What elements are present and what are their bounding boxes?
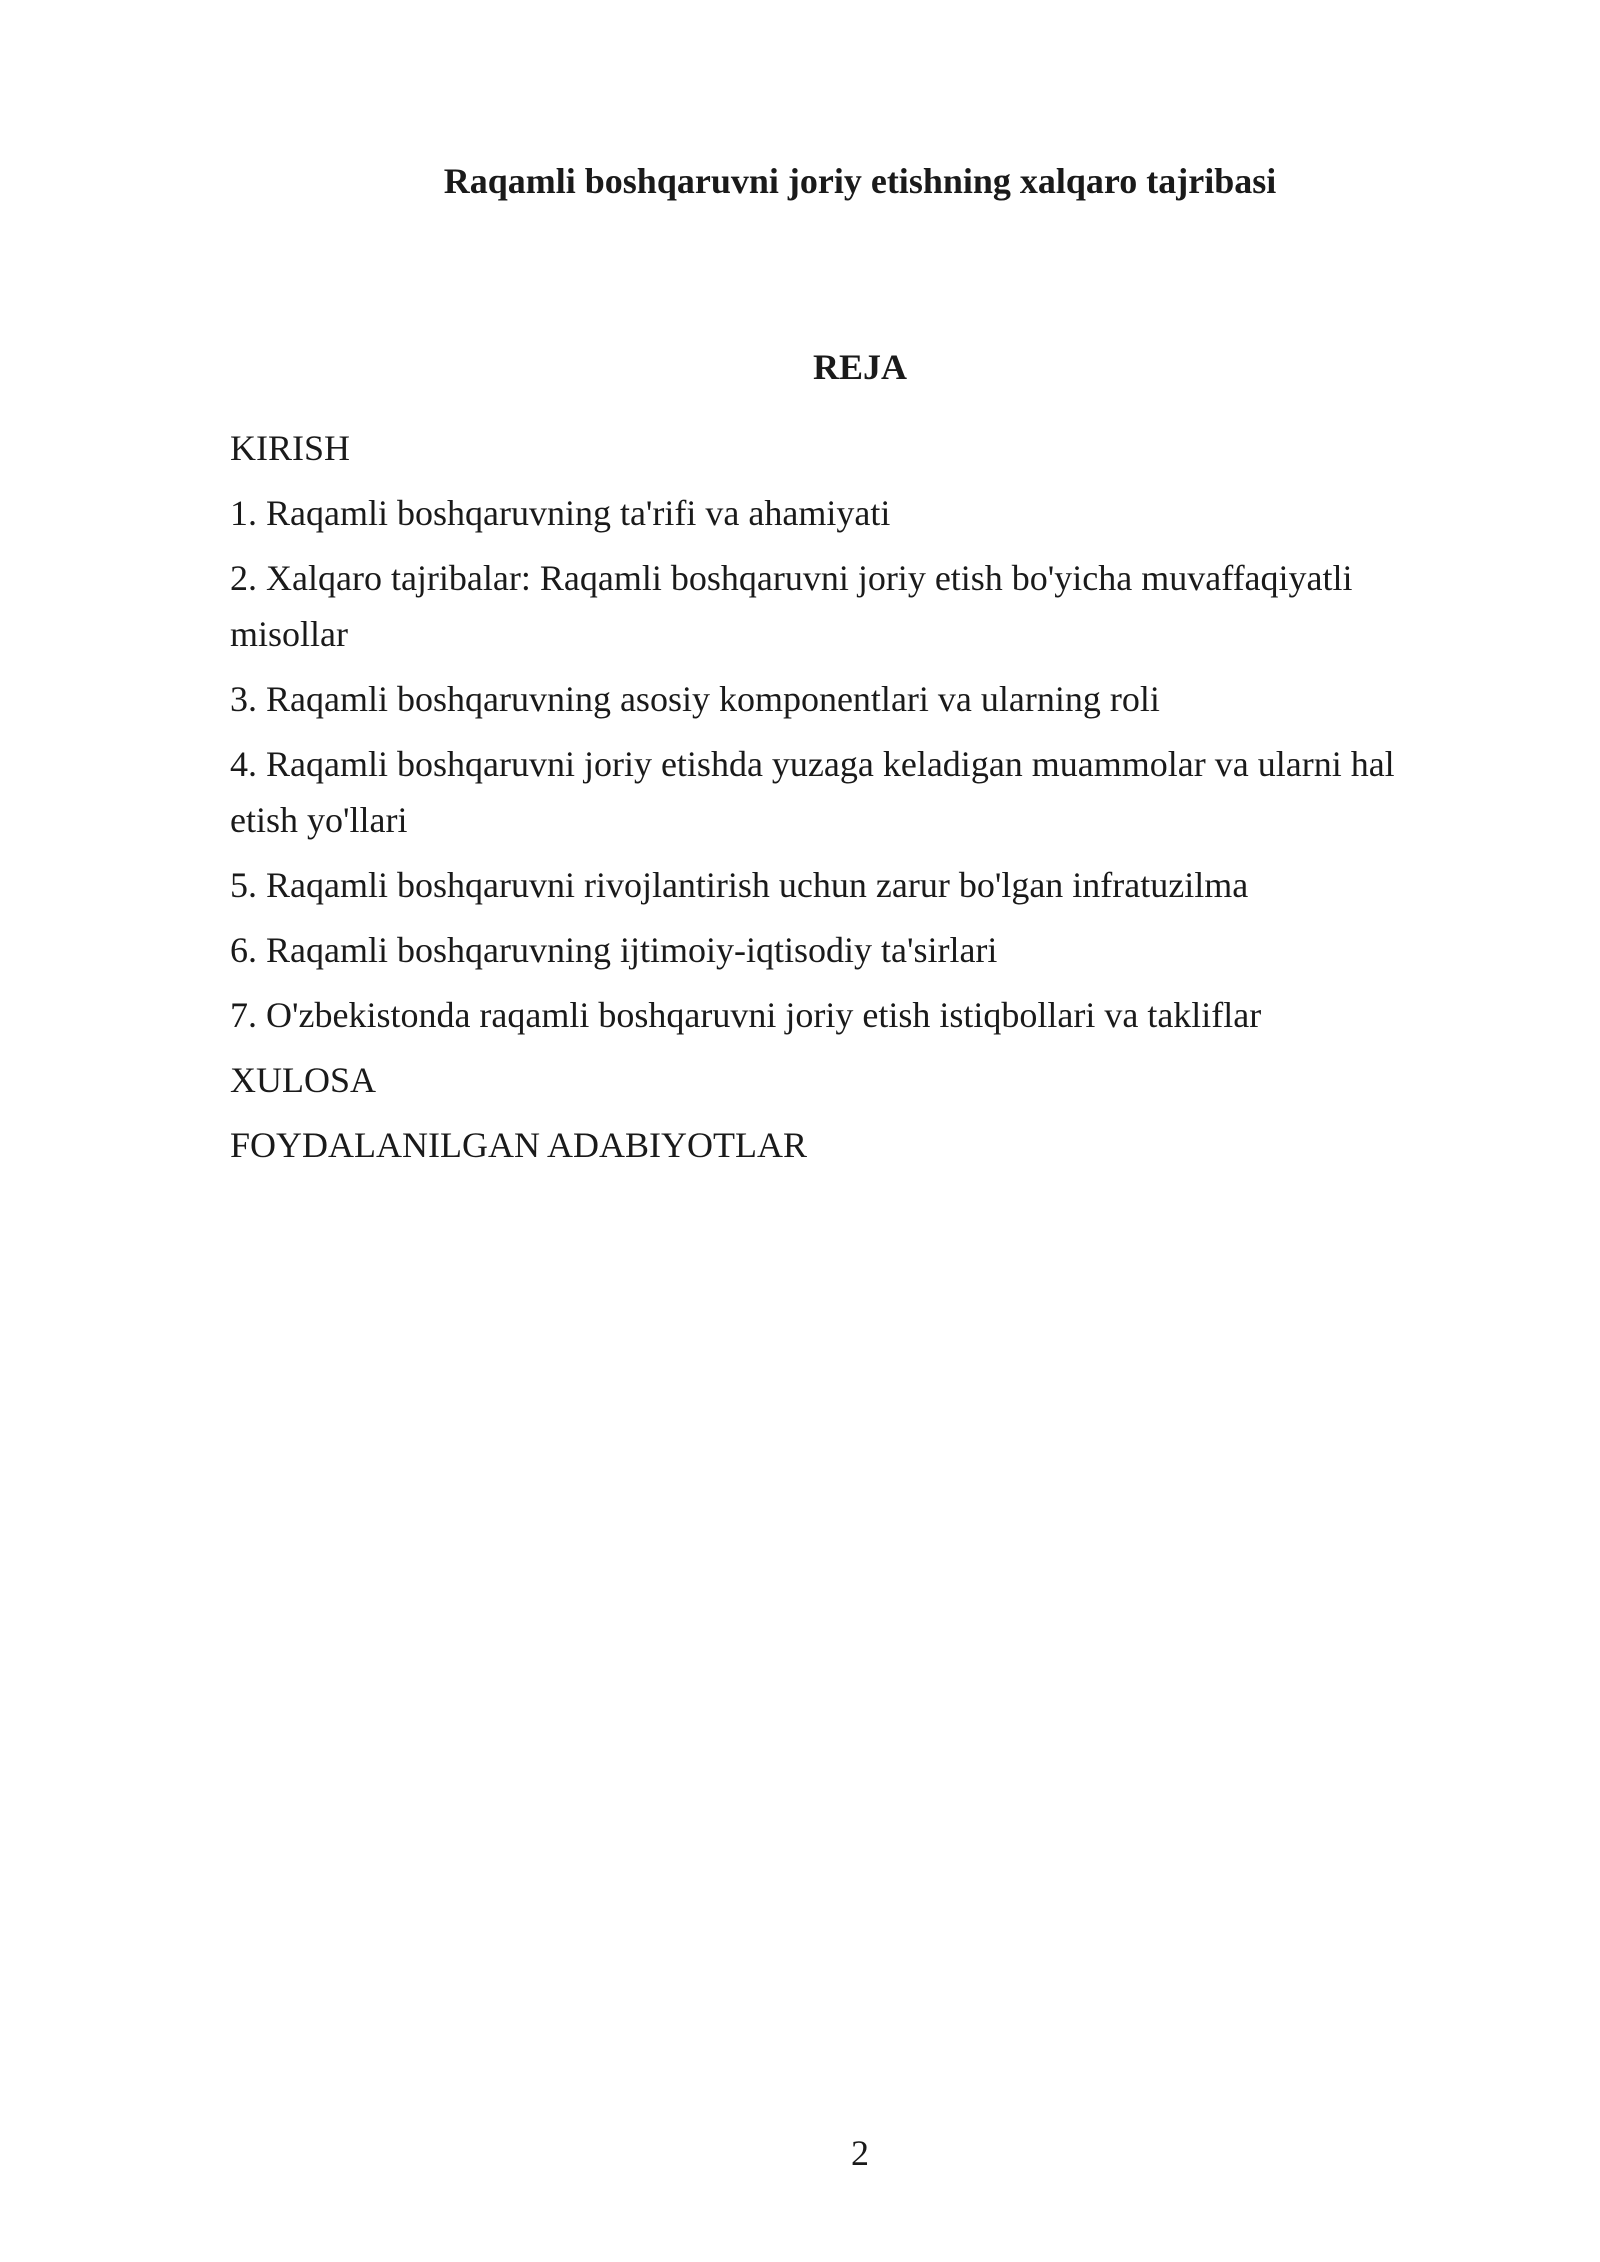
table-of-contents	[230, 420, 1470, 1182]
toc-item-conclusion: XULOSA	[230, 1060, 377, 1100]
toc-item-references: FOYDALANILGAN ADABIYOTLAR	[230, 1125, 807, 1165]
toc-item-3: 3. Raqamli boshqaruvning asosiy komponentlari va ularning roli	[230, 679, 1160, 719]
toc-item-6: 6. Raqamli boshqaruvning ijtimoiy-iqtisodiy ta'sirlari	[230, 930, 998, 970]
plan-heading: REJA	[812, 347, 907, 387]
toc-item-intro: KIRISH	[230, 428, 351, 468]
toc-item-4: 4. Raqamli boshqaruvni joriy etishda yuzaga keladigan muammolar va ularni hal etish yo'llari	[230, 744, 1395, 840]
toc-item-5: 5. Raqamli boshqaruvni rivojlantirish uchun zarur bo'lgan infratuzilma	[230, 865, 1249, 905]
toc-item-1: 1. Raqamli boshqaruvning ta'rifi va ahamiyati	[230, 493, 891, 533]
toc-item-2: 2. Xalqaro tajribalar: Raqamli boshqaruvni joriy etish bo'yicha muvaffaqiyatli misollar	[230, 558, 1353, 654]
page-number: 2	[851, 2133, 869, 2173]
document-title: Raqamli boshqaruvni joriy etishning xalqaro tajribasi	[443, 161, 1277, 201]
toc-item-7: 7. O'zbekistonda raqamli boshqaruvni joriy etish istiqbollari va takliflar	[230, 995, 1262, 1035]
